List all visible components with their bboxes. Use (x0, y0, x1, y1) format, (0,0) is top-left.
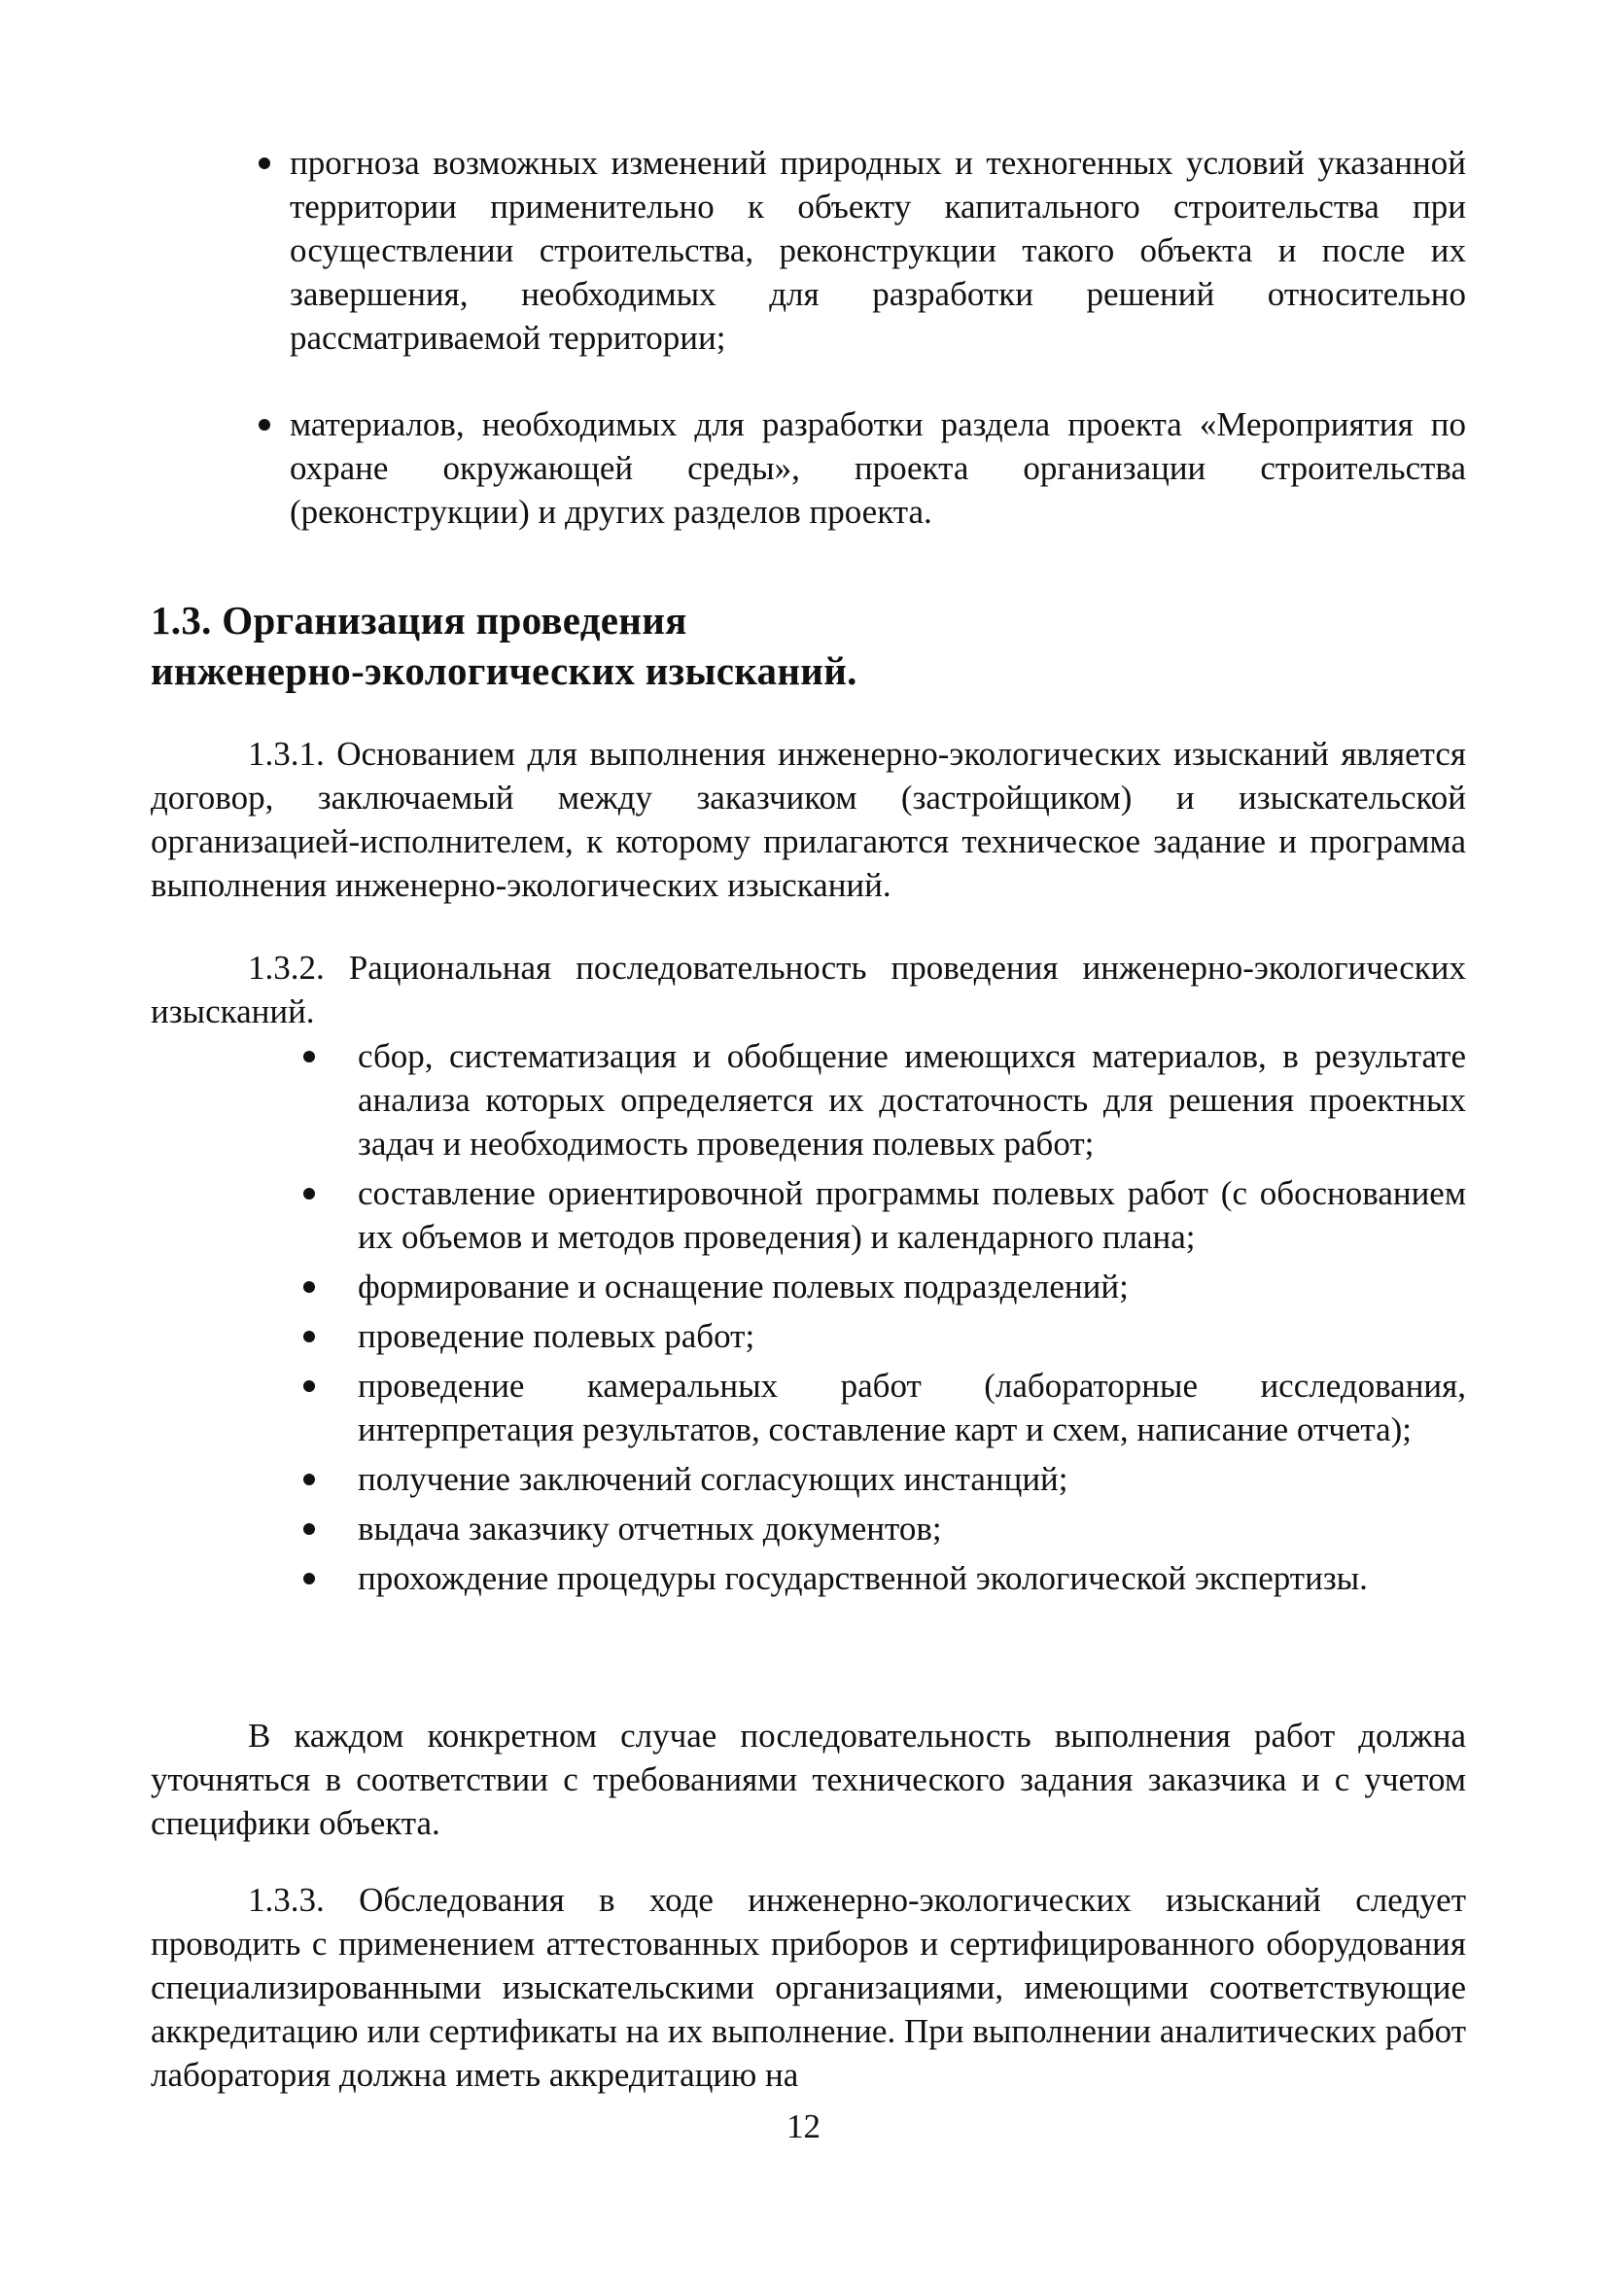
page-number: 12 (786, 2107, 821, 2145)
list-item: составление ориентировочной программы полевых работ (с обоснованием их объемов и методов проведения) и календарного плана; (358, 1171, 1466, 1259)
list-item: прогноза возможных изменений природных и техногенных условий указанной территории применительно к объекту капитального строительства при осуществлении строительства, реконструкции такого объекта и после их завершения, необходимых для разработки решений относительно рассматриваемой территории; (290, 141, 1466, 360)
steps-bullet-list (358, 1034, 1466, 1606)
list-item: сбор, систематизация и обобщение имеющихся материалов, в результате анализа которых определяется их достаточность для решения проектных задач и необходимость проведения полевых работ; (358, 1034, 1466, 1165)
paragraph-1-3-2: 1.3.2. Рациональная последовательность проведения инженерно-экологических изысканий. (151, 949, 1466, 1030)
list-item: формирование и оснащение полевых подразделений; (358, 1265, 1466, 1308)
paragraph-1-3-1: 1.3.1. Основанием для выполнения инженерно-экологических изысканий является договор, заключаемый между заказчиком (застройщиком) и изыскательской организацией-исполнителем, к которому прилагаются техническое задание и программа выполнения инженерно-экологических изысканий. (151, 735, 1466, 904)
list-item: проведение полевых работ; (358, 1314, 1466, 1358)
section-heading-line-2: инженерно-экологических изысканий. (151, 648, 857, 693)
list-item: материалов, необходимых для разработки раздела проекта «Мероприятия по охране окружающей среды», проекта организации строительства (реконструкции) и других разделов проекта. (290, 402, 1466, 534)
paragraph-1-3-3: 1.3.3. Обследования в ходе инженерно-экологических изысканий следует проводить с применением аттестованных приборов и сертифицированного оборудования специализированными изыскательскими организациями, имеющими соответствующие аккредитацию или сертификаты на их выполнение. При выполнении аналитических работ лаборатория должна иметь аккредитацию на (151, 1881, 1466, 2094)
top-bullet-list (290, 141, 1466, 576)
paragraph-case-note: В каждом конкретном случае последовательность выполнения работ должна уточняться в соответствии с требованиями технического задания заказчика и с учетом специфики объекта. (151, 1717, 1466, 1842)
list-item: проведение камеральных работ (лабораторные исследования, интерпретация результатов, составление карт и схем, написание отчета); (358, 1364, 1466, 1451)
section-heading-line-1: 1.3. Организация проведения (151, 598, 687, 643)
section-heading (151, 595, 1415, 696)
list-item: выдача заказчику отчетных документов; (358, 1507, 1466, 1550)
list-item: прохождение процедуры государственной экологической экспертизы. (358, 1556, 1466, 1600)
list-item: получение заключений согласующих инстанций; (358, 1457, 1466, 1501)
